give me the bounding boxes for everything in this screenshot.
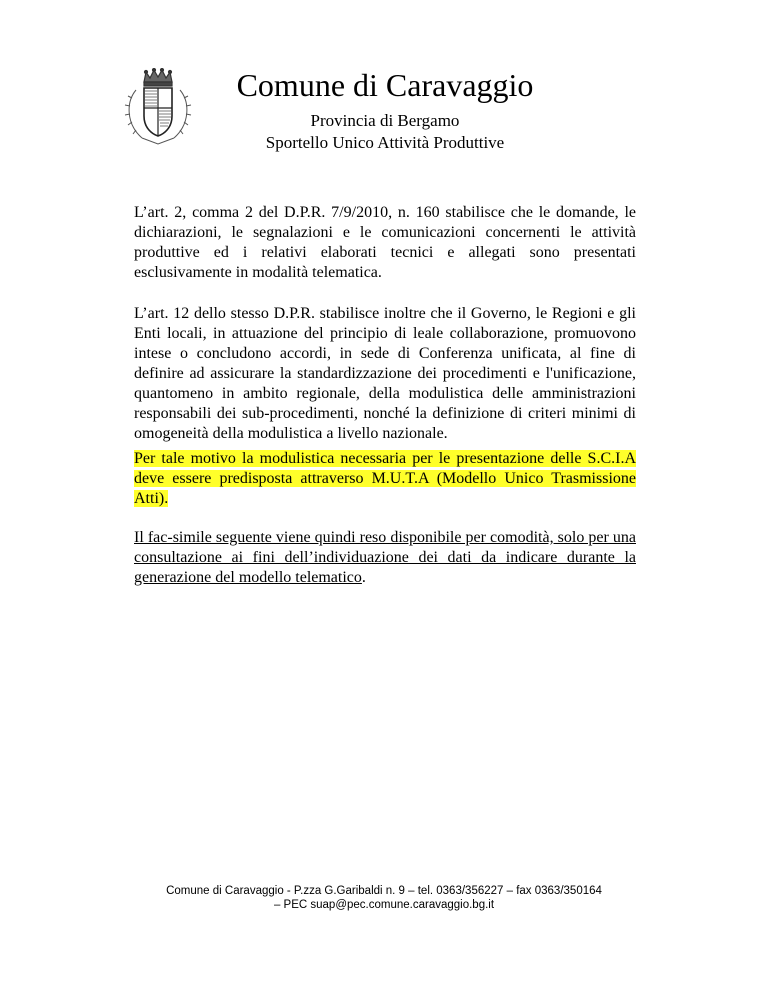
- coat-of-arms-icon: [122, 68, 194, 146]
- highlighted-paragraph: Per tale motivo la modulistica necessaria per le presentazione delle S.C.I.A deve essere predisposta attraverso M.U.T.A (Modello Unico Trasmissione Atti).: [134, 450, 636, 507]
- letterhead: [200, 66, 570, 154]
- page-title: Comune di Caravaggio: [236, 67, 534, 103]
- paragraph-art12: L’art. 12 dello stesso D.P.R. stabilisce inoltre che il Governo, le Regioni e gli Enti locali, in attuazione del principio di leale collaborazione, promuovono intese o concludono accordi, in sede di Conferenza unificata, al fine di definire ad assicurare la standardizzazione dei procedimenti e l'unificazione, quantomeno in ambito regionale, della modulistica delle amministrazioni responsabili dei sub-procedimenti, nonché la definizione di criteri minimi di omogeneità della modulistica a livello nazionale.: [134, 305, 636, 442]
- paragraph-period: .: [361, 569, 366, 586]
- document-body: [134, 203, 636, 588]
- province-label: Provincia di Bergamo: [310, 111, 460, 130]
- office-label: Sportello Unico Attività Produttive: [265, 133, 505, 152]
- footer-pec: – PEC suap@pec.comune.caravaggio.bg.it: [273, 899, 495, 911]
- underlined-paragraph: Il fac-simile seguente viene quindi reso disponibile per comodità, solo per una consultazione ai fini dell’individuazione dei dati da indicare durante la generazione del modello telematico: [134, 529, 636, 586]
- page-footer: [110, 884, 658, 912]
- paragraph-art2: L’art. 2, comma 2 del D.P.R. 7/9/2010, n. 160 stabilisce che le domande, le dichiarazioni, le segnalazioni e le comunicazioni concernenti le attività produttive ed i relativi elaborati tecnici e allegati sono presentati esclusivamente in modalità telematica.: [134, 204, 636, 281]
- footer-address: Comune di Caravaggio - P.zza G.Garibaldi n. 9 – tel. 0363/356227 – fax 0363/350164: [166, 885, 602, 897]
